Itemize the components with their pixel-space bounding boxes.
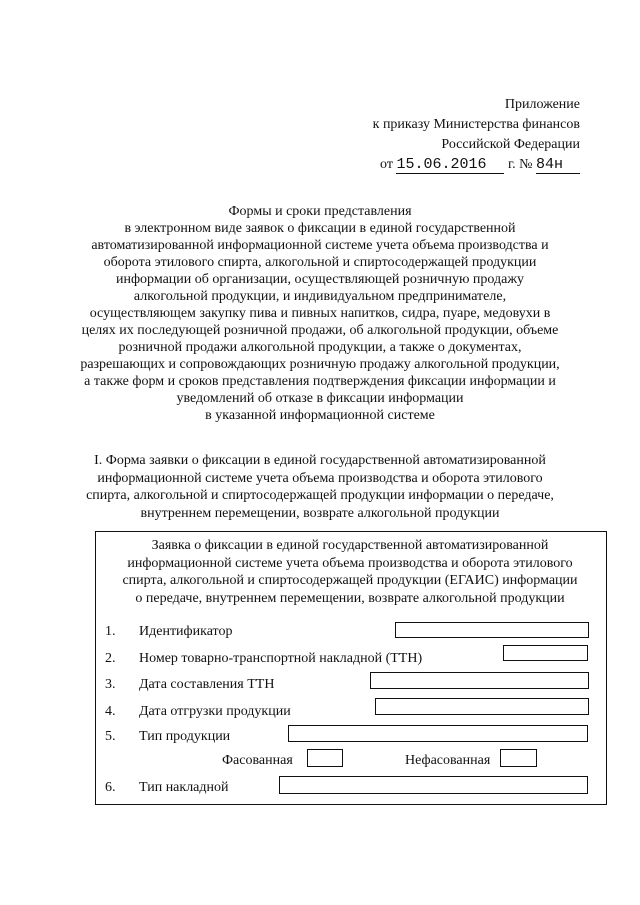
section-line: спирта, алкогольной и спиртосодержащей продукции информации о передаче, [86, 488, 554, 503]
ttn-number-label: Номер товарно-транспортной накладной (ТТН) [139, 651, 423, 666]
title-line: а также форм и сроков представления подтверждения фиксации информации и [84, 374, 556, 389]
row-number: 2. [105, 651, 116, 666]
shipment-date-field[interactable] [375, 698, 589, 715]
identifier-label: Идентификатор [139, 624, 233, 639]
section-line: I. Форма заявки о фиксации в единой государственной автоматизированной [94, 453, 546, 468]
form-title-line: спирта, алкогольной и спиртосодержащей продукции (ЕГАИС) информации [122, 573, 578, 588]
form-title-line: о передаче, внутреннем перемещении, возврате алкогольной продукции [135, 590, 565, 606]
waybill-type-field[interactable] [279, 776, 588, 794]
title-line: разрешающих и сопровождающих розничную продажу алкогольной продукции, [80, 357, 560, 372]
shipment-date-label: Дата отгрузки продукции [139, 704, 291, 719]
title-line: целях их последующей розничной продажи, об алкогольной продукции, объеме [81, 323, 559, 338]
section-line: внутреннем перемещении, возврате алкогольной продукции [140, 505, 500, 521]
packaged-label: Фасованная [222, 753, 293, 768]
identifier-field[interactable] [395, 622, 589, 638]
title-line: автоматизированной информационной системе учета объема производства и [91, 238, 549, 253]
title-heading: Формы и сроки представления [228, 204, 412, 219]
form-title-line: информационной системе учета объема производства и оборота этилового [127, 555, 573, 571]
packaged-checkbox[interactable] [307, 749, 343, 767]
form-title [110, 537, 590, 607]
section-line: информационной системе учета объема производства и оборота этилового [97, 470, 543, 486]
section-heading [80, 452, 560, 522]
ttn-number-field[interactable] [503, 645, 588, 661]
product-type-label: Тип продукции [139, 729, 231, 744]
title-line: оборота этилового спирта, алкогольной и спиртосодержащей продукции [103, 255, 537, 270]
title-line: уведомлений об отказе в фиксации информации [176, 391, 464, 406]
title-line: в электронном виде заявок о фиксации в единой государственной [124, 221, 516, 236]
number-prefix: г. № [507, 157, 533, 172]
order-date-line [300, 155, 580, 175]
row-number: 4. [105, 704, 116, 719]
ttn-date-field[interactable] [370, 672, 589, 689]
title-line: розничной продажи алкогольной продукции, а также о документах, [118, 340, 522, 355]
title-line: осуществляющем закупку пива и пивных напитков, сидра, пуаре, медовухи в [89, 306, 551, 321]
appendix-line-2: к приказу Министерства финансов [372, 117, 580, 132]
unpackaged-checkbox[interactable] [500, 749, 537, 767]
document-title [70, 203, 570, 424]
unpackaged-label: Нефасованная [405, 753, 491, 768]
appendix-line-1: Приложение [504, 97, 580, 112]
order-date: 15.06.2016 [396, 157, 504, 174]
row-number: 5. [105, 729, 116, 744]
product-type-field[interactable] [288, 725, 588, 742]
appendix-header [300, 95, 580, 175]
title-line: в указанной информационной системе [205, 408, 435, 423]
appendix-line-3: Российской Федерации [441, 137, 580, 152]
waybill-type-label: Тип накладной [139, 780, 229, 795]
row-number: 1. [105, 624, 116, 639]
title-line: информации об организации, осуществляющей розничную продажу [115, 272, 525, 287]
row-number: 3. [105, 677, 116, 692]
row-number: 6. [105, 780, 116, 795]
date-prefix: от [380, 157, 393, 172]
title-line: алкогольной продукции, и индивидуальном предпринимателе, [133, 289, 507, 304]
order-number: 84н [536, 157, 580, 174]
ttn-date-label: Дата составления ТТН [139, 677, 275, 692]
form-title-line: Заявка о фиксации в единой государственной автоматизированной [151, 538, 549, 553]
